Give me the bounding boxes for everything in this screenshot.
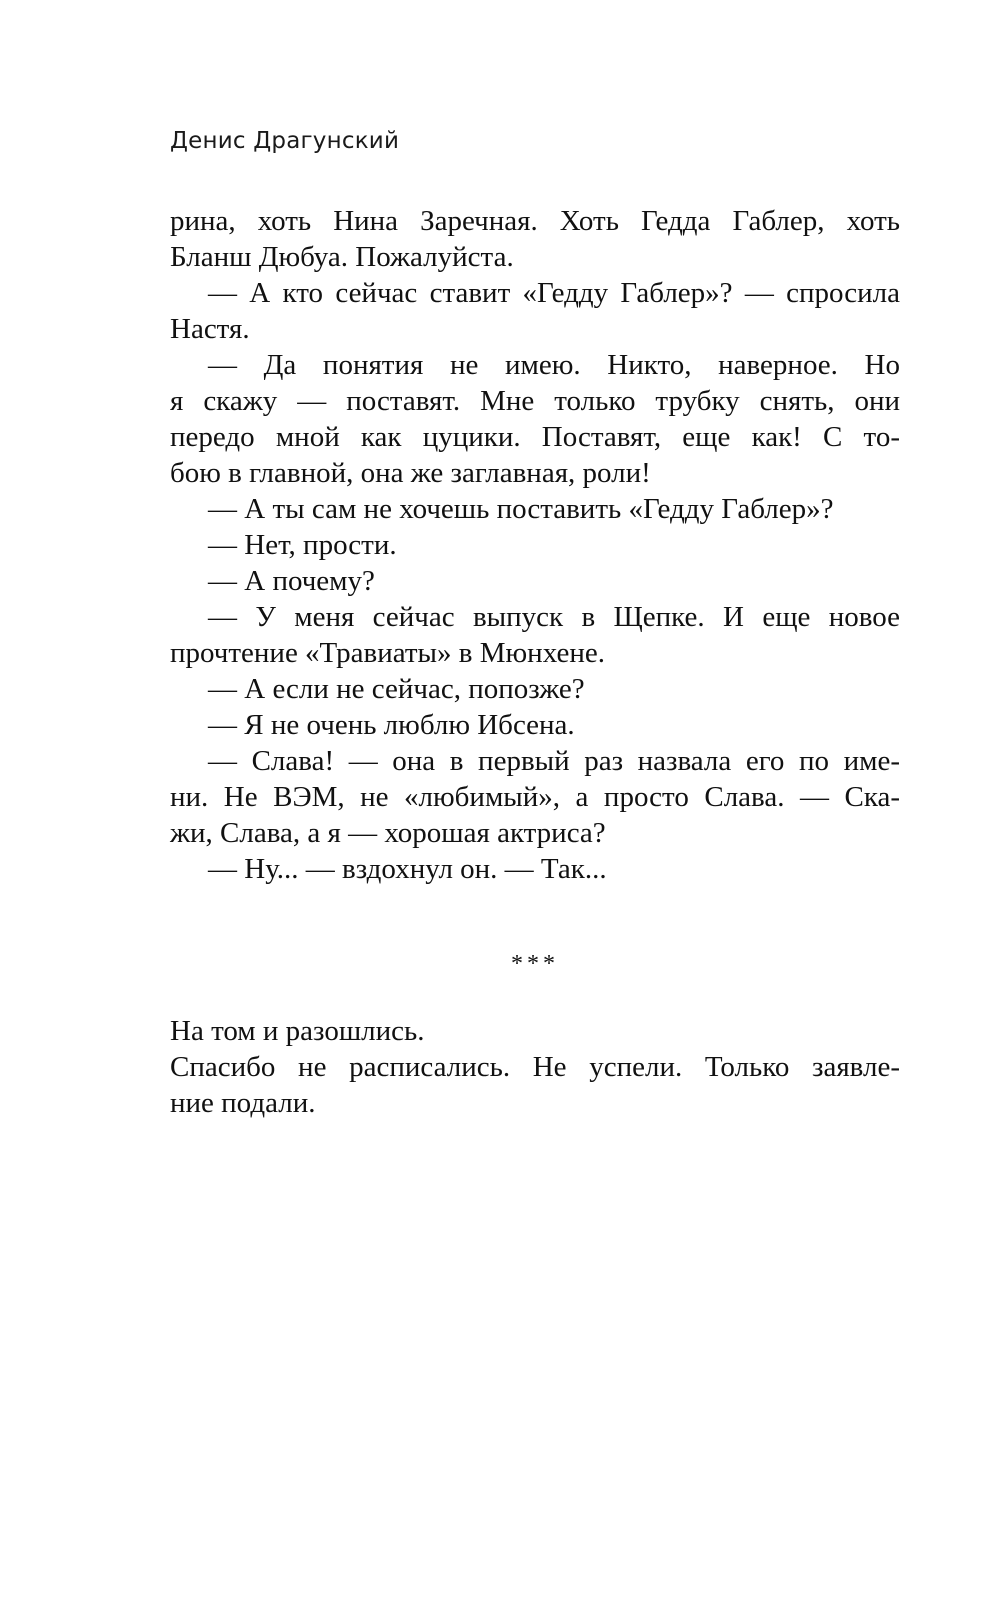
text-line: — А если не сейчас, попозже? bbox=[208, 673, 585, 705]
text-line: бою в главной, она же заглавная, роли! bbox=[170, 457, 651, 489]
text-line: — А почему? bbox=[208, 565, 375, 597]
text-line: Бланш Дюбуа. Пожалуйста. bbox=[170, 241, 514, 273]
text-line: — Нет, прости. bbox=[208, 529, 397, 561]
text-line: — Слава! — она в первый раз назвала его по име- bbox=[208, 745, 900, 777]
text-line: я скажу — поставят. Мне только трубку снять, они bbox=[170, 385, 900, 417]
section-separator: *** bbox=[511, 951, 559, 977]
text-line: — У меня сейчас выпуск в Щепке. И еще новое bbox=[208, 601, 900, 633]
text-line: Настя. bbox=[170, 313, 250, 345]
running-head-author: Денис Драгунский bbox=[170, 128, 400, 154]
text-line: ни. Не ВЭМ, не «любимый», а просто Слава. — Ска- bbox=[170, 781, 900, 813]
text-line: жи, Слава, а я — хорошая актриса? bbox=[170, 817, 606, 849]
text-line: На том и разошлись. bbox=[170, 1015, 425, 1047]
text-line: прочтение «Травиаты» в Мюнхене. bbox=[170, 637, 605, 669]
text-line: — Ну... — вздохнул он. — Так... bbox=[208, 853, 607, 885]
text-line: Спасибо не расписались. Не успели. Только заявле- bbox=[170, 1051, 900, 1083]
text-line: ние подали. bbox=[170, 1087, 316, 1119]
text-line: рина, хоть Нина Заречная. Хоть Гедда Габлер, хоть bbox=[170, 205, 900, 237]
text-line: — А ты сам не хочешь поставить «Гедду Габлер»? bbox=[208, 493, 834, 525]
text-line: — А кто сейчас ставит «Гедду Габлер»? — спросила bbox=[208, 277, 900, 309]
text-line: — Я не очень люблю Ибсена. bbox=[208, 709, 575, 741]
text-line: — Да понятия не имею. Никто, наверное. Но bbox=[208, 349, 900, 381]
text-line: передо мной как цуцики. Поставят, еще как! С то- bbox=[170, 421, 900, 453]
